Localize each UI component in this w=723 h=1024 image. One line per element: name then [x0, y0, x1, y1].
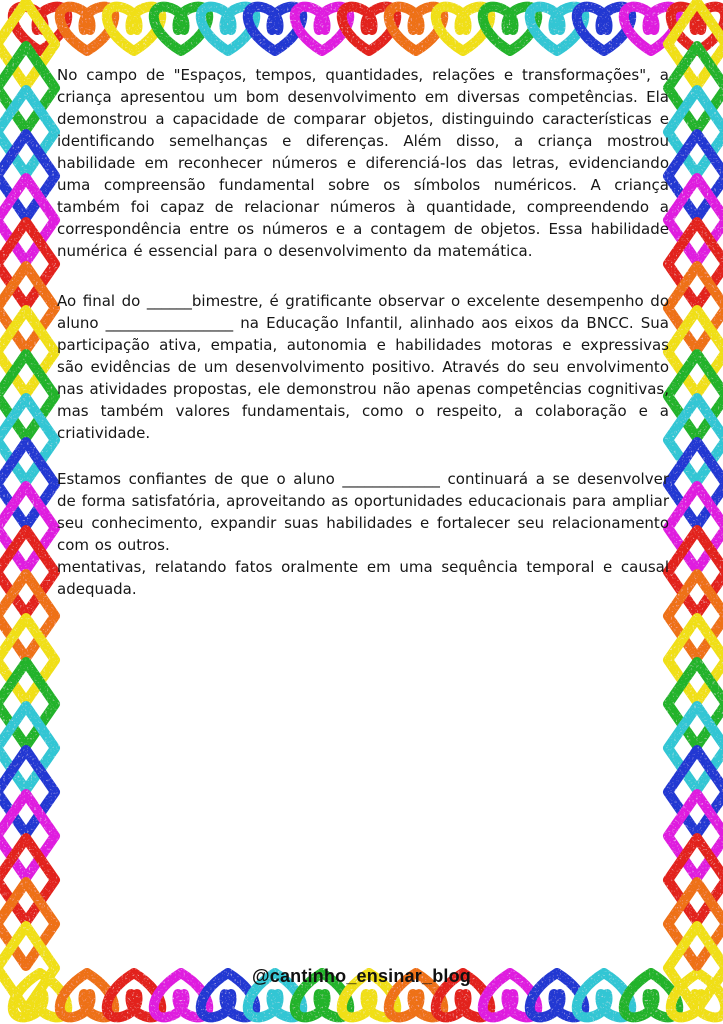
footer-credit: @cantinho_ensinar_blog [252, 966, 471, 986]
paragraph-estamos-confiantes: Estamos confiantes de que o aluno _____________ continuará a se desenvolver de forma satisfatória, aproveitando as oportunidades educacionais para ampliar seu conhecimento, expandir suas habilidades e fortalecer seu relacionamento com os outros. [57, 470, 669, 554]
paragraph-fragment-mentativas: mentativas, relatando fatos oralmente em uma sequência temporal e causal adequada. [57, 558, 669, 598]
paragraph-final-do-bimestre: Ao final do ______bimestre, é gratificante observar o excelente desempenho do aluno _________________ na Educação Infantil, alinhado aos eixos da BNCC. Sua participação ativa, empatia, autonomia e habilidades motoras e expressivas são evidências de um desenvolvimento positivo. Através do seu envolvimento nas atividades propostas, ele demonstrou não apenas competências cognitivas, mas também valores fundamentais, como o respeito, a colaboração e a criatividade. [57, 292, 669, 442]
report-text-block [57, 64, 669, 600]
paragraph-espacos-tempos-quantidades: No campo de "Espaços, tempos, quantidades, relações e transformações", a criança apresentou um bom desenvolvimento em diversas competências. Ela demonstrou a capacidade de comparar objetos, distinguindo características e identificando semelhanças e diferenças. Além disso, a criança mostrou habilidade em reconhecer números e diferenciá-los das letras, evidenciando uma compreensão fundamental sobre os símbolos numéricos. A criança também foi capaz de relacionar números à quantidade, compreendendo a correspondência entre os números e a contagem de objetos. Essa habilidade numérica é essencial para o desenvolvimento da matemática. [57, 66, 669, 260]
